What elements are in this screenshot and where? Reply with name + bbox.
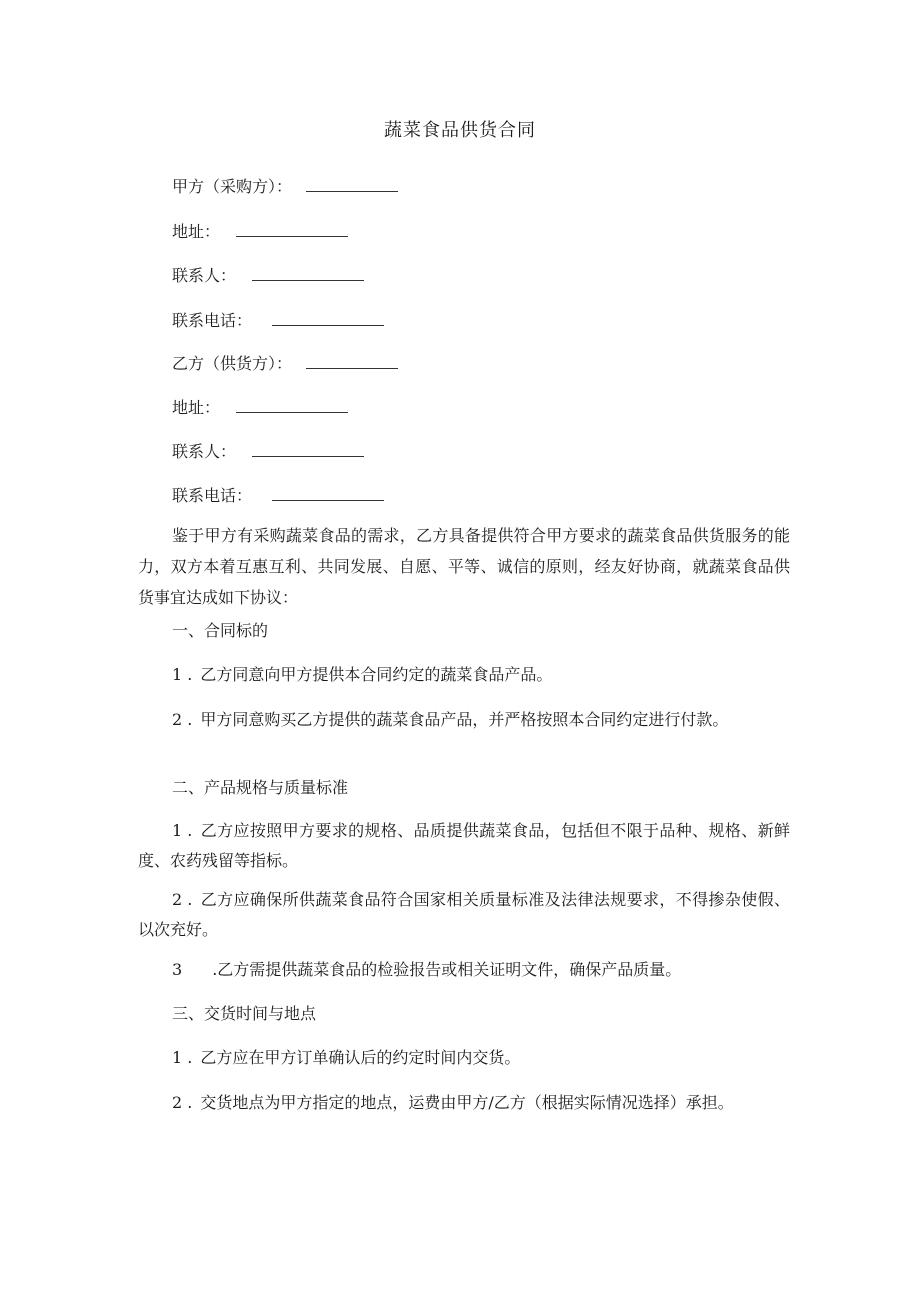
clause-item [138, 1043, 790, 1073]
clause-text: 乙方应在甲方订单确认后的约定时间内交货。 [200, 1048, 521, 1067]
party-b-name-field [172, 352, 398, 375]
section-heading: 三、交货时间与地点 [172, 1004, 317, 1023]
clause-number: 2 . [172, 710, 193, 729]
clause-text: 乙方同意向甲方提供本合同约定的蔬菜食品产品。 [200, 665, 553, 684]
clause-item [138, 816, 790, 876]
section-heading: 二、产品规格与质量标准 [172, 778, 349, 797]
party-b-address-label: 地址： [172, 398, 221, 417]
clause-item [138, 955, 790, 985]
clause-number: 2 . [172, 890, 193, 909]
party-b-contact-blank[interactable] [252, 440, 364, 457]
party-b-contact-field [172, 440, 364, 463]
party-b-name-label: 乙方（供货方）： [172, 354, 293, 373]
clause-number: 1 . [172, 1048, 193, 1067]
clause-item [138, 885, 790, 945]
party-a-address-blank[interactable] [236, 220, 348, 237]
clause-item [138, 705, 790, 735]
clause-number: 3 [172, 960, 183, 979]
clause-item [138, 1088, 790, 1118]
clause-number: 2 . [172, 1093, 193, 1112]
party-a-phone-field [172, 309, 384, 332]
party-a-phone-blank[interactable] [272, 309, 384, 326]
preamble-paragraph: 鉴于甲方有采购蔬菜食品的需求，乙方具备提供符合甲方要求的蔬菜食品供货服务的能力，双方本着互惠互利、共同发展、自愿、平等、诚信的原则，经友好协商，就蔬菜食品供货事宜达成如下协议： [138, 526, 790, 607]
party-b-contact-label: 联系人： [172, 442, 237, 461]
party-b-name-blank[interactable] [306, 352, 398, 369]
party-a-name-field [172, 175, 398, 198]
party-a-phone-label: 联系电话： [172, 311, 253, 330]
party-b-address-blank[interactable] [236, 396, 348, 413]
party-b-phone-blank[interactable] [272, 484, 384, 501]
party-a-name-blank[interactable] [306, 175, 398, 192]
clause-number: 1 . [172, 821, 193, 840]
clause-number: 1 . [172, 665, 193, 684]
party-a-address-field [172, 220, 348, 243]
clause-text: 乙方应确保所供蔬菜食品符合国家相关质量标准及法律法规要求，不得掺杂使假、以次充好。 [138, 890, 790, 939]
party-a-contact-blank[interactable] [252, 264, 364, 281]
document-title: 蔬菜食品供货合同 [384, 120, 536, 141]
clause-text: 乙方应按照甲方要求的规格、品质提供蔬菜食品，包括但不限于品种、规格、新鲜度、农药残留等指标。 [138, 821, 790, 870]
clause-item [138, 660, 790, 690]
party-b-phone-label: 联系电话： [172, 486, 253, 505]
party-a-contact-field [172, 264, 364, 287]
party-a-name-label: 甲方（采购方）： [172, 177, 293, 196]
party-b-address-field [172, 396, 348, 419]
party-b-phone-field [172, 484, 384, 507]
section-heading: 一、合同标的 [172, 621, 269, 640]
clause-text: .乙方需提供蔬菜食品的检验报告或相关证明文件，确保产品质量。 [212, 960, 682, 979]
party-a-contact-label: 联系人： [172, 266, 237, 285]
party-a-address-label: 地址： [172, 222, 221, 241]
clause-text: 甲方同意购买乙方提供的蔬菜食品产品，并严格按照本合同约定进行付款。 [200, 710, 729, 729]
clause-text: 交货地点为甲方指定的地点，运费由甲方/乙方（根据实际情况选择）承担。 [200, 1093, 734, 1112]
